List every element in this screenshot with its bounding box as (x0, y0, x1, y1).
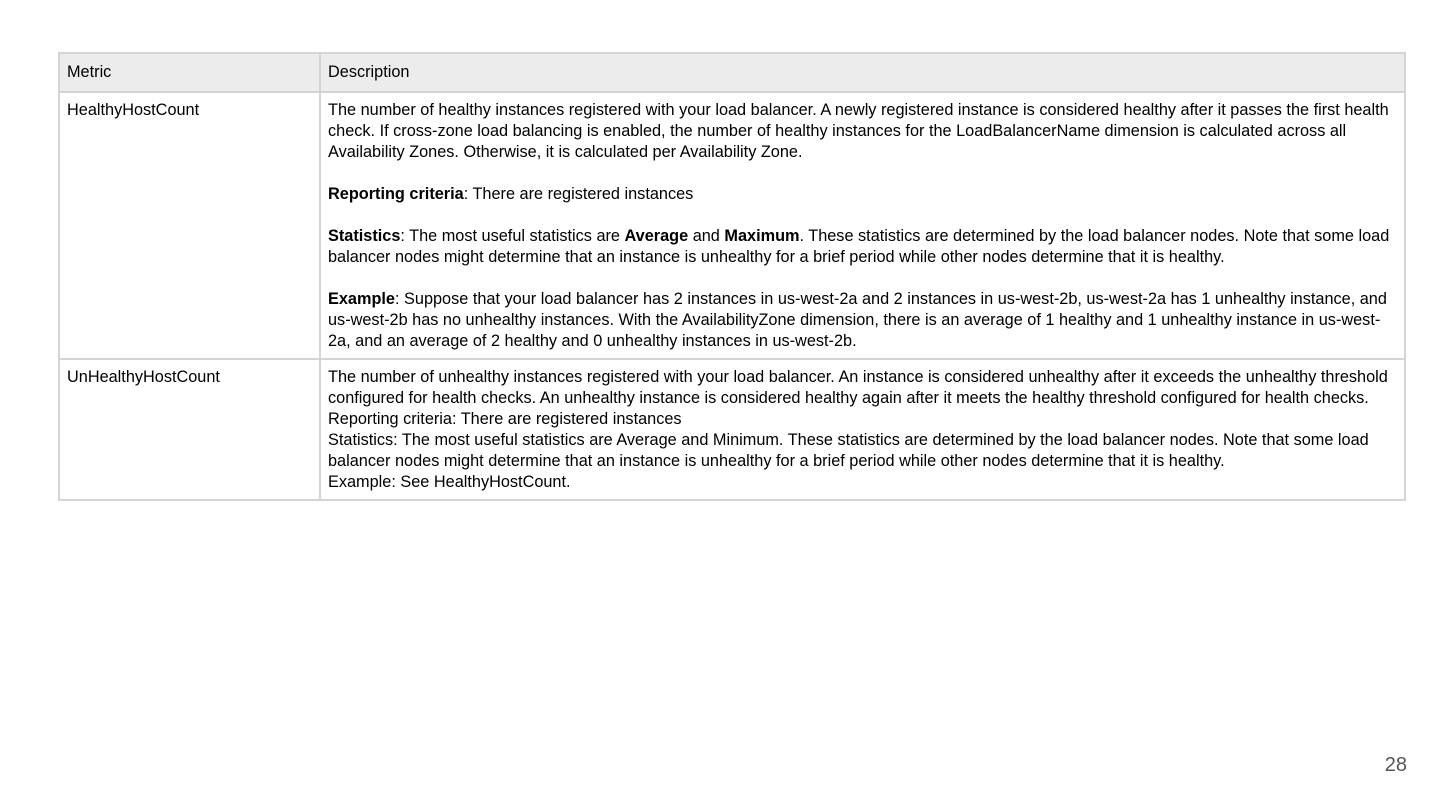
statistics (328, 226, 1397, 268)
page-number: 28 (1384, 754, 1407, 776)
example (328, 289, 1397, 352)
statistics: Statistics: The most useful statistics are Average and Minimum. These statistics are determined by the load balancer nodes. Note that some load balancer nodes might determine that an instance is unhealthy for a brief period while other nodes determine that it is healthy. (328, 431, 1369, 470)
statistics-text-post: . These statistics are determined by the load balancer nodes. Note that some load balancer nodes might determine that an instance is unhealthy for a brief period while other nodes determine that it is healthy. (328, 227, 1390, 266)
statistics-average: Average (624, 227, 689, 245)
metric-name: UnHealthyHostCount (59, 359, 320, 500)
statistics-maximum: Maximum (724, 227, 800, 245)
reporting-criteria: Reporting criteria: There are registered instances (328, 410, 682, 428)
column-header-metric: Metric (59, 53, 320, 92)
column-header-description: Description (320, 53, 1405, 92)
metric-description (320, 359, 1405, 500)
example: Example: See HealthyHostCount. (328, 473, 571, 491)
reporting-criteria (328, 184, 1397, 205)
description-text: The number of healthy instances registered with your load balancer. A newly registered instance is considered healthy after it passes the first health check. If cross-zone load balancing is enabled, the number of healthy instances for the LoadBalancerName dimension is calculated across all Availability Zones. Otherwise, it is calculated per Availability Zone. (328, 101, 1389, 161)
example-label: Example (328, 290, 395, 308)
statistics-text-pre: : The most useful statistics are (400, 227, 625, 245)
table-header-row (59, 53, 1405, 92)
metrics-table (58, 52, 1406, 501)
table-row (59, 92, 1405, 359)
statistics-text-and: and (688, 227, 725, 245)
description-text: The number of unhealthy instances registered with your load balancer. An instance is considered unhealthy after it exceeds the unhealthy threshold configured for health checks. An unhealthy instance is considered healthy again after it meets the healthy threshold configured for health checks. (328, 368, 1388, 407)
metric-description (320, 92, 1405, 359)
reporting-criteria-text: : There are registered instances (463, 185, 694, 203)
table-row (59, 359, 1405, 500)
example-text: : Suppose that your load balancer has 2 instances in us-west-2a and 2 instances in us-west-2b, us-west-2a has 1 unhealthy instance, and us-west-2b has no unhealthy instances. With the AvailabilityZone dimension, there is an average of 1 healthy and 1 unhealthy instance in us-west-2a, and an average of 2 healthy and 0 unhealthy instances in us-west-2b. (328, 290, 1387, 350)
metric-name: HealthyHostCount (59, 92, 320, 359)
reporting-criteria-label: Reporting criteria (328, 185, 464, 203)
statistics-label: Statistics (328, 227, 401, 245)
